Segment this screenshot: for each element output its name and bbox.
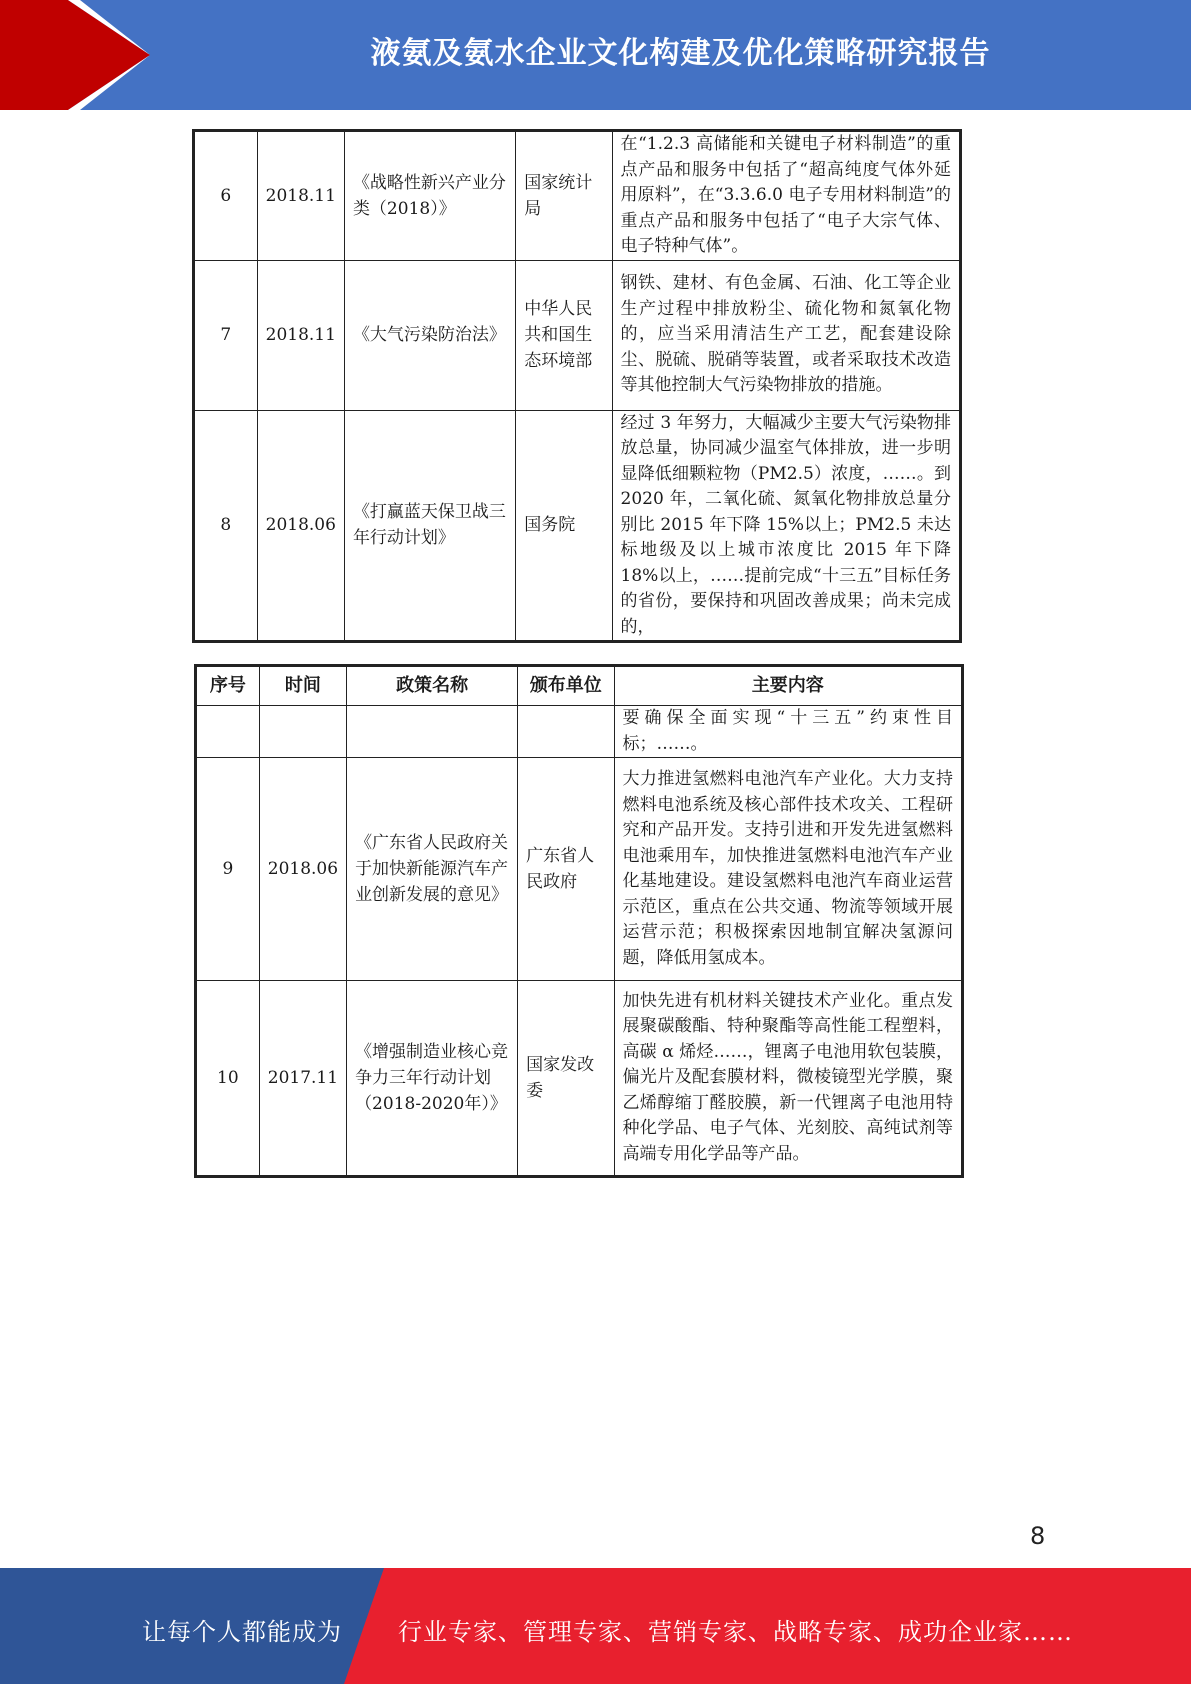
row-date: 2018.06 <box>259 758 346 981</box>
row-date: 2018.11 <box>257 131 344 261</box>
table-row <box>196 981 963 1177</box>
row-date: 2018.06 <box>257 410 344 642</box>
footer-slogan-left: 让每个人都能成为 <box>142 1618 342 1646</box>
header-date: 时间 <box>259 666 346 706</box>
row-issuer: 中华人民共和国生态环境部 <box>516 260 612 410</box>
row-number: 8 <box>194 410 258 642</box>
row-content: 在“1.2.3 高储能和关键电子材料制造”的重点产品和服务中包括了“超高纯度气体外延用原料”，在“3.3.6.0 电子专用材料制造”的重点产品和服务中包括了“电子大宗气体、电子特种气体”。 <box>612 131 960 261</box>
header-number: 序号 <box>196 666 260 706</box>
table-row <box>194 410 961 642</box>
row-date: 2018.11 <box>257 260 344 410</box>
row-date: 2017.11 <box>259 981 346 1177</box>
table-row <box>196 758 963 981</box>
row-number <box>196 706 260 758</box>
header-policy-name: 政策名称 <box>347 666 518 706</box>
policy-table-continued <box>192 129 962 643</box>
table-row <box>196 706 963 758</box>
row-issuer: 国家发改委 <box>518 981 614 1177</box>
row-policy-name: 《战略性新兴产业分类（2018）》 <box>344 131 515 261</box>
row-content: 经过 3 年努力，大幅减少主要大气污染物排放总量，协同减少温室气体排放，进一步明显降低细颗粒物（PM2.5）浓度，……。到 2020 年，二氧化硫、氮氧化物排放总量分别比 2015 年下降 15%以上；PM2.5 未达标地级及以上城市浓度比 2015 年下降 18%以上，……提前完成“十三五”目标任务的省份，要保持和巩固改善成果；尚未完成的， <box>612 410 960 642</box>
row-issuer <box>518 706 614 758</box>
row-number: 6 <box>194 131 258 261</box>
header-content: 主要内容 <box>614 666 963 706</box>
row-policy-name: 《增强制造业核心竞争力三年行动计划（2018-2020年）》 <box>347 981 518 1177</box>
row-date <box>259 706 346 758</box>
footer-banner <box>0 1568 1191 1684</box>
row-content: 大力推进氢燃料电池汽车产业化。大力支持燃料电池系统及核心部件技术攻关、工程研究和产品开发。支持引进和开发先进氢燃料电池乘用车，加快推进氢燃料电池汽车产业化基地建设。建设氢燃料电池汽车商业运营示范区，重点在公共交通、物流等领域开展运营示范；积极探索因地制宜解决氢源问题，降低用氢成本。 <box>614 758 963 981</box>
row-policy-name: 《大气污染防治法》 <box>344 260 515 410</box>
row-number: 9 <box>196 758 260 981</box>
table-header-row <box>196 666 963 706</box>
table-row <box>194 260 961 410</box>
row-issuer: 国务院 <box>516 410 612 642</box>
header-banner <box>0 0 1191 110</box>
policy-table <box>194 664 964 1178</box>
page-title: 液氨及氨水企业文化构建及优化策略研究报告 <box>370 36 991 71</box>
row-number: 7 <box>194 260 258 410</box>
row-number: 10 <box>196 981 260 1177</box>
row-policy-name <box>347 706 518 758</box>
row-content: 要确保全面实现“十三五”约束性目标；……。 <box>614 706 963 758</box>
row-content: 钢铁、建材、有色金属、石油、化工等企业生产过程中排放粉尘、硫化物和氮氧化物的，应当采用清洁生产工艺，配套建设除尘、脱硫、脱硝等装置，或者采取技术改造等其他控制大气污染物排放的措施。 <box>612 260 960 410</box>
row-policy-name: 《广东省人民政府关于加快新能源汽车产业创新发展的意见》 <box>347 758 518 981</box>
table-row <box>194 131 961 261</box>
row-policy-name: 《打赢蓝天保卫战三年行动计划》 <box>344 410 515 642</box>
row-content: 加快先进有机材料关键技术产业化。重点发展聚碳酸酯、特种聚酯等高性能工程塑料，高碳 α 烯烃……，锂离子电池用软包装膜，偏光片及配套膜材料，微棱镜型光学膜，聚乙烯醇缩丁醛胶膜，新一代锂离子电池用特种化学品、电子气体、光刻胶、高纯试剂等高端专用化学品等产品。 <box>614 981 963 1177</box>
footer-slogan-right: 行业专家、管理专家、营销专家、战略专家、成功企业家…… <box>398 1618 1073 1646</box>
row-issuer: 国家统计局 <box>516 131 612 261</box>
row-issuer: 广东省人民政府 <box>518 758 614 981</box>
page-number: 8 <box>1030 1522 1046 1550</box>
header-issuer: 颁布单位 <box>518 666 614 706</box>
